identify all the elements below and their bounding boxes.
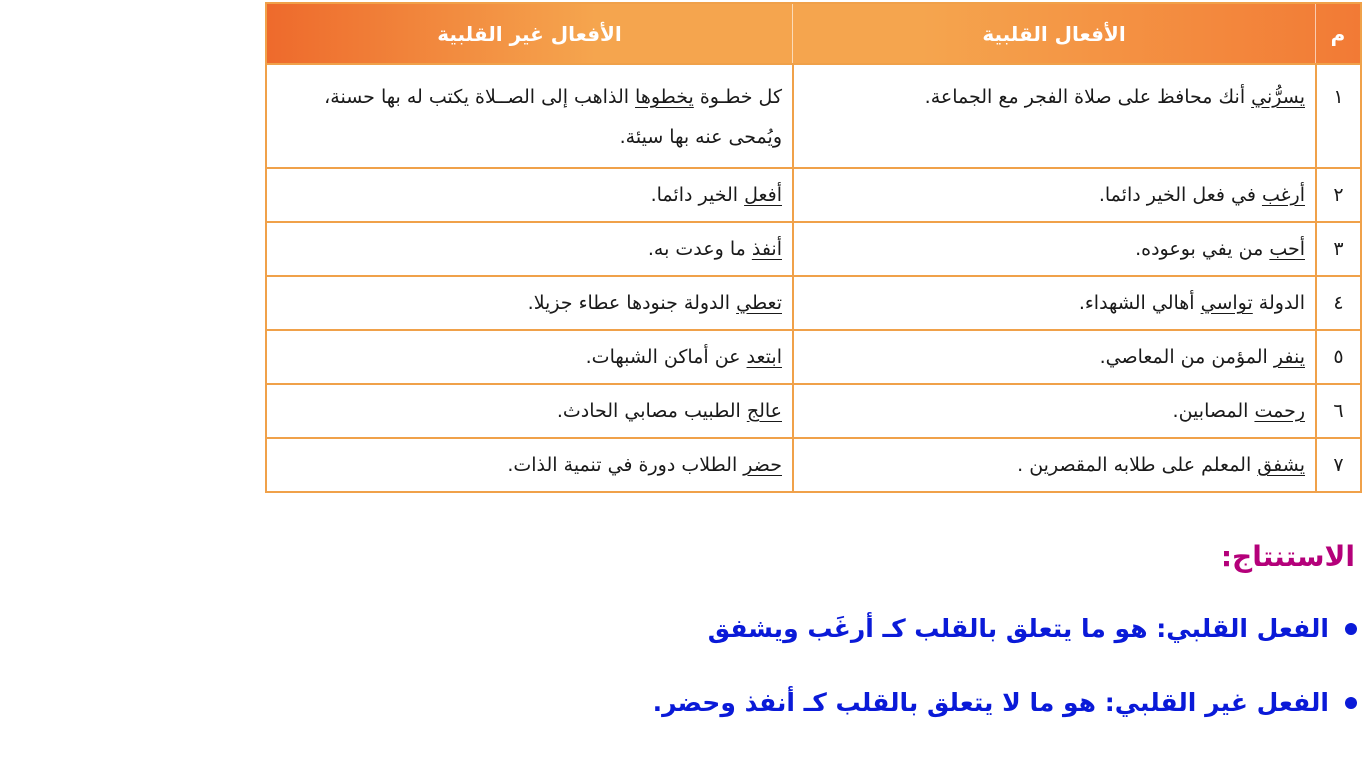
sentence-rest: الطلاب دورة في تنمية الذات. [507, 454, 744, 476]
non-heart-verb-cell [267, 65, 792, 167]
verb-highlight: يسرُّني [1251, 86, 1305, 108]
table-row [267, 275, 1360, 329]
sentence-rest: في فعل الخير دائما. [1098, 184, 1262, 206]
non-heart-verb-cell [267, 439, 792, 491]
sentence-rest: أنك محافظ على صلاة الفجر مع الجماعة. [924, 86, 1252, 108]
table-row [267, 383, 1360, 437]
heart-verb-cell [792, 331, 1315, 383]
row-number: ٥ [1315, 331, 1360, 383]
verb-highlight: حضر [743, 454, 782, 476]
non-heart-verb-cell [267, 331, 792, 383]
bullet-dot-icon [1345, 697, 1357, 709]
verb-highlight: رحمت [1254, 400, 1305, 422]
row-number: ١ [1315, 65, 1360, 167]
table-header [267, 4, 1360, 63]
sentence-rest: المعلم على طلابه المقصرين . [1017, 454, 1258, 476]
non-heart-verb-cell [267, 385, 792, 437]
bullet-dot-icon [1345, 623, 1357, 635]
row-number: ٤ [1315, 277, 1360, 329]
row-number: ٣ [1315, 223, 1360, 275]
sentence-rest: الطبيب مصابي الحادث. [556, 400, 747, 422]
verb-highlight: تعطي [736, 292, 782, 314]
verb-highlight: تواسي [1200, 292, 1253, 314]
row-number: ٦ [1315, 385, 1360, 437]
verb-highlight: يشفق [1257, 454, 1305, 476]
sentence-rest: ما وعدت به. [647, 238, 752, 260]
header-non-heart-verbs: الأفعال غير القلبية [437, 21, 622, 46]
verb-highlight: أنفذ [751, 238, 782, 260]
verb-highlight: يخطوها [635, 86, 694, 108]
sentence-rest: الذاهب إلى الصــلاة يكتب له بها حسنة، ويُمحى عنه بها سيئة. [324, 86, 782, 148]
table-row [267, 437, 1360, 491]
table-row [267, 329, 1360, 383]
table-row [267, 167, 1360, 221]
header-heart-verbs: الأفعال القلبية [792, 4, 1315, 63]
sentence-rest: المصابين. [1172, 400, 1255, 422]
verb-highlight: أحب [1269, 238, 1305, 260]
verbs-table [265, 2, 1362, 493]
sentence-rest: عن أماكن الشبهات. [585, 346, 747, 368]
heart-verb-cell [792, 169, 1315, 221]
bullet-text: الفعل القلبي: هو ما يتعلق بالقلب كـ أرغَب ويشفق [707, 614, 1329, 643]
heart-verb-cell [792, 385, 1315, 437]
header-num: م [1315, 4, 1360, 63]
verb-highlight: أفعل [744, 184, 782, 206]
sentence-rest: الخير دائما. [650, 184, 745, 206]
heart-verb-cell [792, 65, 1315, 167]
verb-highlight: ابتعد [746, 346, 782, 368]
conclusion-bullet-heart-verb [0, 614, 1357, 643]
sentence-pre: الدولة [1252, 292, 1305, 314]
row-number: ٧ [1315, 439, 1360, 491]
non-heart-verb-cell [267, 223, 792, 275]
table-row [267, 63, 1360, 167]
verb-highlight: ينفر [1273, 346, 1305, 368]
heart-verb-cell [792, 277, 1315, 329]
sentence-pre: كل خطـوة [693, 86, 782, 108]
row-number: ٢ [1315, 169, 1360, 221]
sentence-rest: المؤمن من المعاصي. [1099, 346, 1274, 368]
sentence-rest: من يفي بوعوده. [1135, 238, 1270, 260]
bullet-text: الفعل غير القلبي: هو ما لا يتعلق بالقلب كـ أنفذ وحضر. [652, 688, 1329, 717]
sentence-rest: أهالي الشهداء. [1078, 292, 1201, 314]
verb-highlight: عالج [746, 400, 782, 422]
table-row [267, 221, 1360, 275]
conclusion-bullet-non-heart-verb [0, 688, 1357, 717]
sentence-rest: الدولة جنودها عطاء جزيلا. [527, 292, 737, 314]
heart-verb-cell [792, 439, 1315, 491]
conclusion-title: الاستنتاج: [1220, 540, 1355, 573]
heart-verb-cell [792, 223, 1315, 275]
non-heart-verb-cell [267, 277, 792, 329]
verb-highlight: أرغب [1261, 184, 1305, 206]
non-heart-verb-cell [267, 169, 792, 221]
